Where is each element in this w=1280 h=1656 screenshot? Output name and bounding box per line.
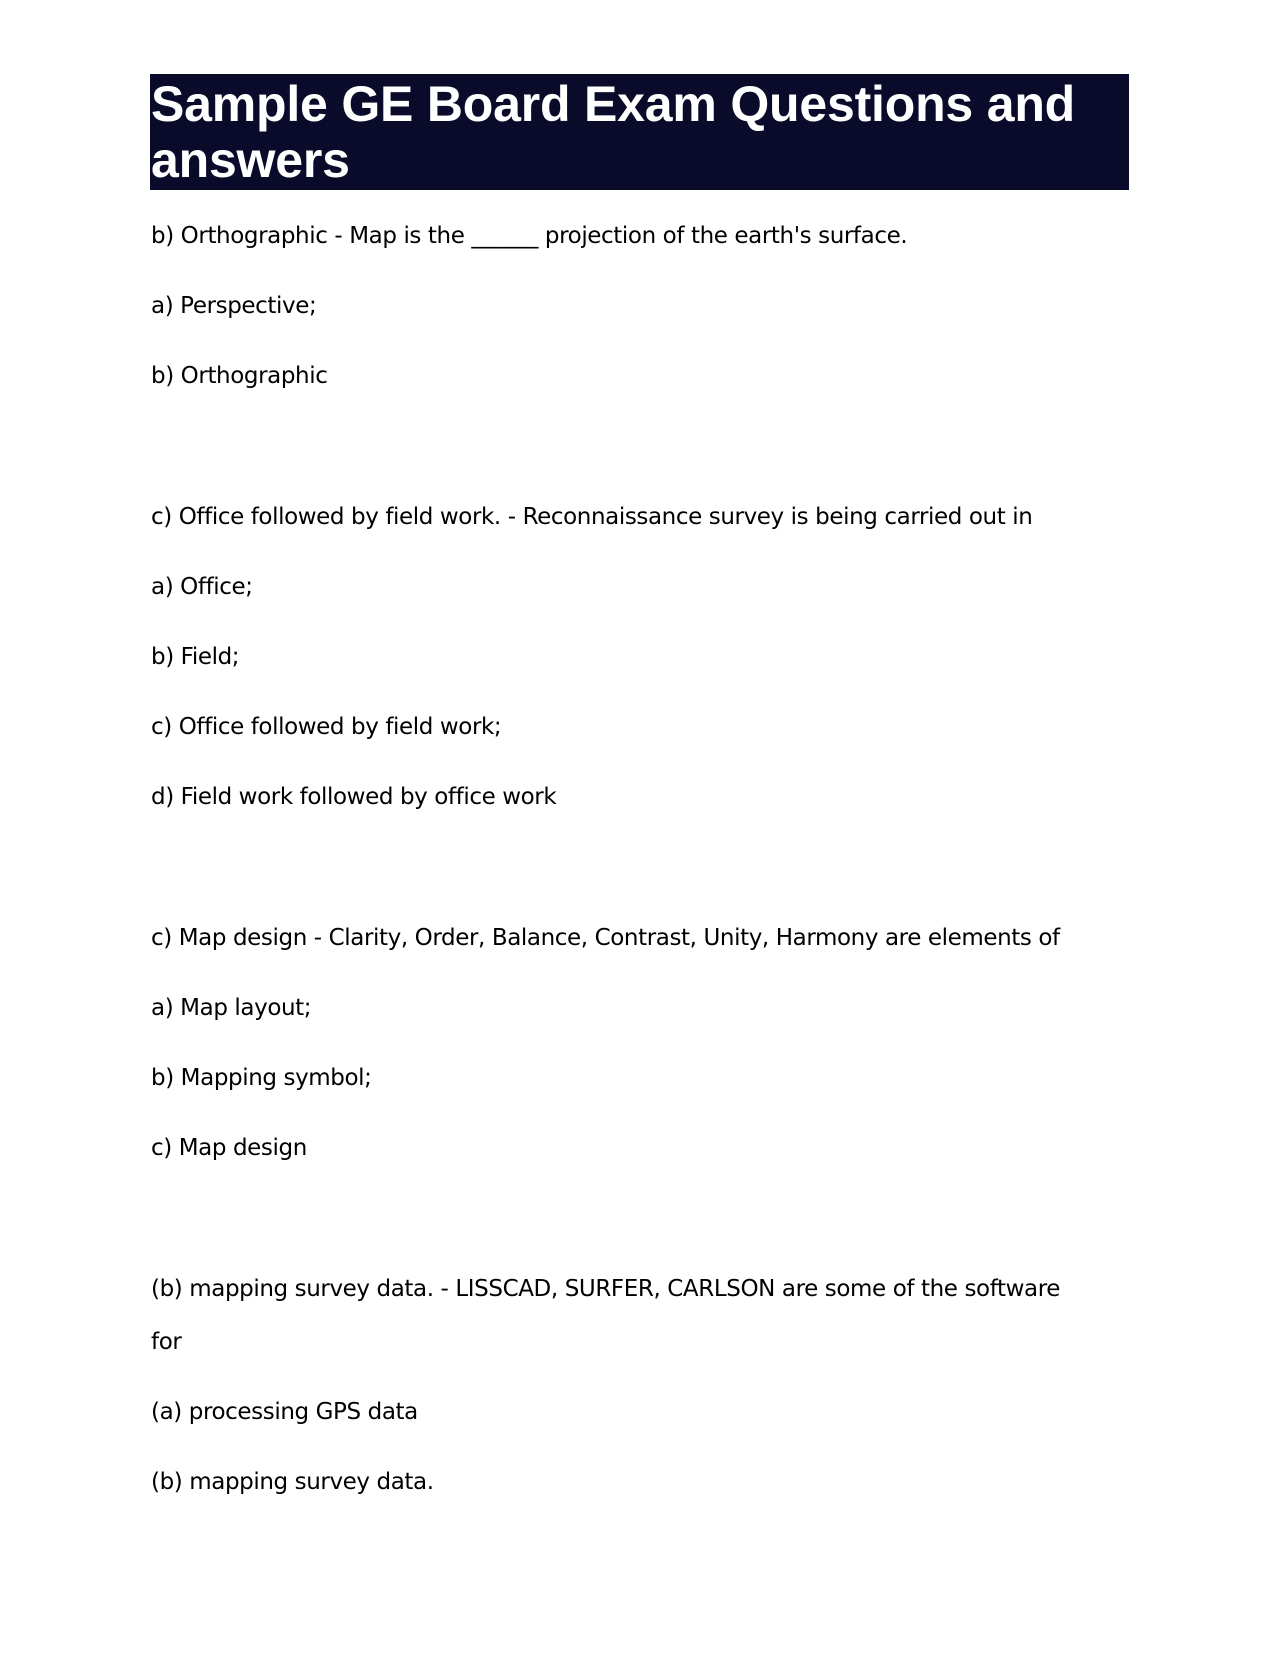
question-2-option-b: b) Field;	[151, 644, 240, 670]
question-2-option-a: a) Office;	[151, 574, 253, 600]
question-2-prompt: c) Office followed by field work. - Reconnaissance survey is being carried out in	[151, 504, 1033, 530]
question-4-prompt: (b) mapping survey data. - LISSCAD, SURFER, CARLSON are some of the software	[151, 1276, 1061, 1302]
question-3-option-c: c) Map design	[151, 1135, 307, 1161]
title-banner	[150, 74, 1129, 190]
question-3-option-a: a) Map layout;	[151, 995, 312, 1021]
question-2-option-d: d) Field work followed by office work	[151, 784, 557, 810]
question-3-option-b: b) Mapping symbol;	[151, 1065, 372, 1091]
question-4-option-a: (a) processing GPS data	[151, 1399, 418, 1425]
question-3-prompt: c) Map design - Clarity, Order, Balance, Contrast, Unity, Harmony are elements of	[151, 925, 1060, 951]
question-2-option-c: c) Office followed by field work;	[151, 714, 502, 740]
question-1-option-b: b) Orthographic	[151, 363, 328, 389]
question-1-option-a: a) Perspective;	[151, 293, 317, 319]
question-4-prompt-continuation: for	[151, 1329, 182, 1355]
question-1-prompt: b) Orthographic - Map is the ______ projection of the earth's surface.	[151, 223, 908, 249]
question-4-option-b: (b) mapping survey data.	[151, 1469, 434, 1495]
document-title: Sample GE Board Exam Questions and answers	[151, 76, 1076, 188]
